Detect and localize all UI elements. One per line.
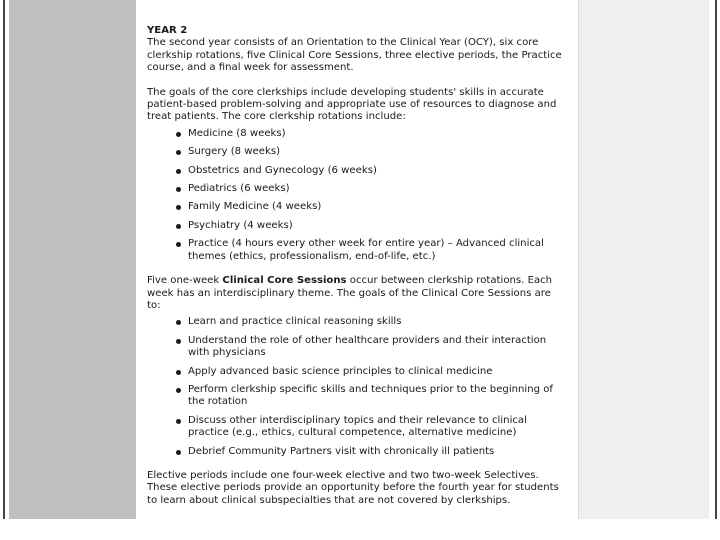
session-goals-list <box>147 316 567 458</box>
list-item: Obstetrics and Gynecology (6 weeks) <box>147 165 567 177</box>
core-sessions-text-start: Five one-week <box>147 275 223 287</box>
list-item: Pediatrics (6 weeks) <box>147 183 567 195</box>
list-item: Psychiatry (4 weeks) <box>147 220 567 232</box>
list-item: Surgery (8 weeks) <box>147 146 567 158</box>
core-sessions-bold: Clinical Core Sessions <box>222 275 347 287</box>
core-sessions-text-end: occur between clerkship rotations. Each week has an interdisciplinary theme. The goals of the Clinical Core Sessions are to: <box>147 275 553 311</box>
left-border-line <box>3 0 5 519</box>
list-item: Medicine (8 weeks) <box>147 128 567 140</box>
left-sidebar <box>9 0 136 519</box>
list-item: Family Medicine (4 weeks) <box>147 201 567 213</box>
right-sidebar <box>578 0 709 519</box>
list-item: Perform clerkship specific skills and techniques prior to the beginning of the rotation <box>147 384 567 409</box>
intro-paragraph: The second year consists of an Orientation to the Clinical Year (OCY), six core clerkship rotations, five Clinical Core Sessions, three elective periods, the Practice course, and a final week for assessment. <box>147 37 562 74</box>
right-border-line <box>715 0 717 519</box>
electives-paragraph: Elective periods include one four-week elective and two two-week Selectives. These elective periods provide an opportunity before the fourth year for students to learn about clinical subspecialties that are not covered by clerkships. <box>147 469 559 506</box>
list-item: Debrief Community Partners visit with chronically ill patients <box>147 446 567 458</box>
list-item: Apply advanced basic science principles to clinical medicine <box>147 366 567 378</box>
core-sessions-paragraph <box>147 275 567 312</box>
section-heading: YEAR 2 <box>147 25 188 36</box>
bottom-margin <box>0 519 720 540</box>
goals-paragraph: The goals of the core clerkships include developing students' skills in accurate patient-based problem-solving and appropriate use of resources to diagnose and treat patients. The core clerkship rotations include: <box>147 86 557 123</box>
list-item: Learn and practice clinical reasoning skills <box>147 316 567 328</box>
document-body <box>147 25 567 507</box>
list-item: Understand the role of other healthcare providers and their interaction with physicians <box>147 335 567 360</box>
list-item: Discuss other interdisciplinary topics and their relevance to clinical practice (e.g., ethics, cultural competence, alternative medicine) <box>147 415 567 440</box>
list-item: Practice (4 hours every other week for entire year) – Advanced clinical themes (ethics, professionalism, end-of-life, etc.) <box>147 238 567 263</box>
rotations-list <box>147 128 567 263</box>
